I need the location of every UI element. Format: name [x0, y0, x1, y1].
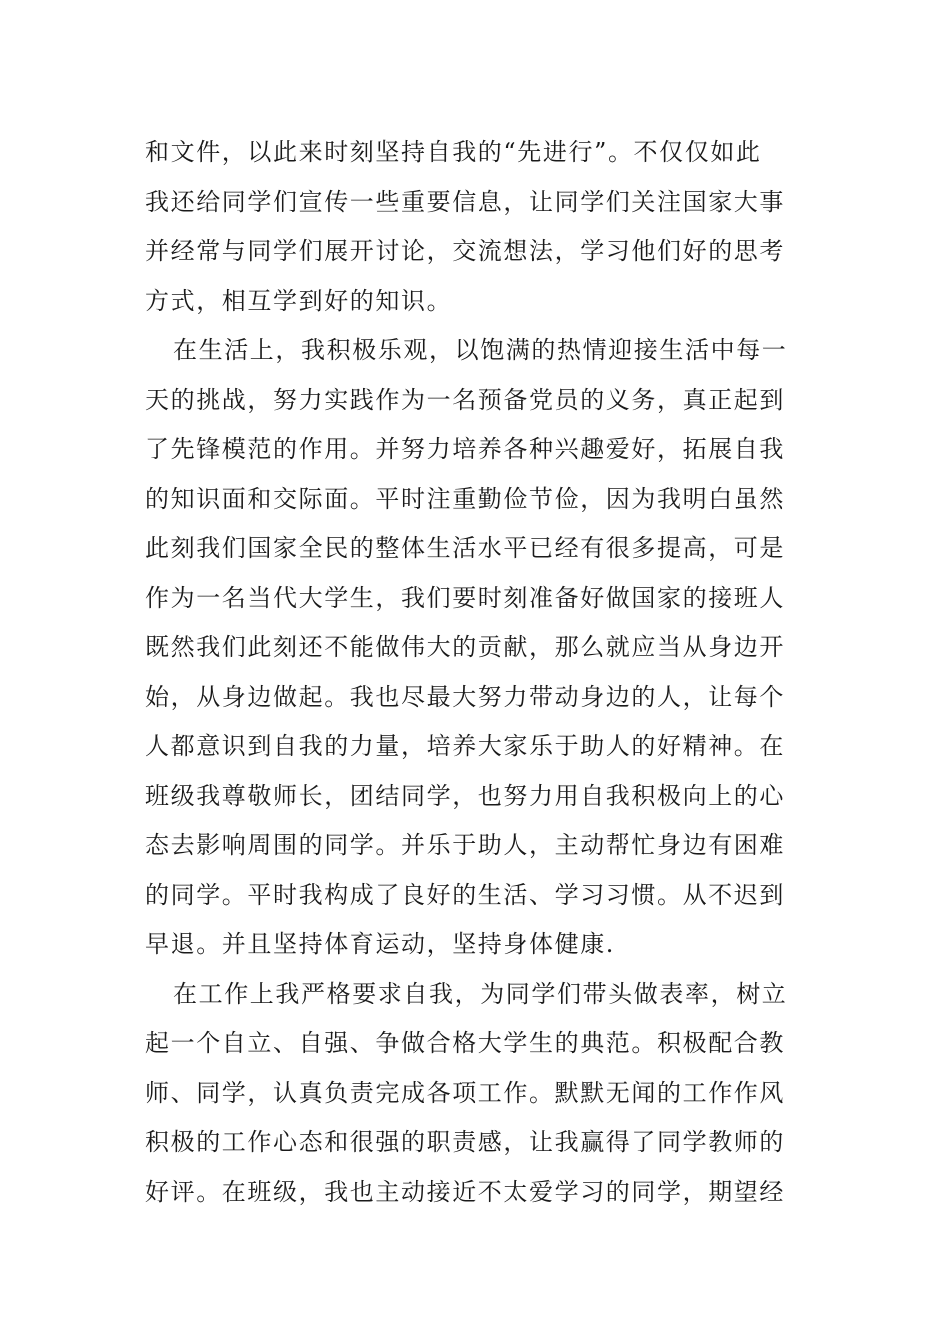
text-line: 的知识面和交际面。平时注重勤俭节俭，因为我明白虽然 [145, 484, 785, 513]
text-line: 了先锋模范的作用。并努力培养各种兴趣爱好，拓展自我 [145, 435, 785, 463]
document-body [145, 128, 810, 1217]
text-line: 作为一名当代大学生，我们要时刻准备好做国家的接班人 [145, 583, 785, 612]
text-line: 既然我们此刻还不能做伟大的贡献，那么就应当从身边开 [145, 633, 785, 661]
paragraph-2 [145, 326, 810, 970]
text-line: 的同学。平时我构成了良好的生活、学习习惯。从不迟到 [145, 880, 785, 909]
text-line: 态去影响周围的同学。并乐于助人，主动帮忙身边有困难 [145, 831, 785, 859]
text-line: 方式，相互学到好的知识。 [145, 286, 453, 315]
text-line: 并经常与同学们展开讨论，交流想法，学习他们好的思考 [145, 237, 785, 265]
text-line: 班级我尊敬师长，团结同学，也努力用自我积极向上的心 [145, 781, 785, 810]
text-line: 和文件，以此来时刻坚持自我的“先进行”。不仅仅如此 [145, 138, 762, 166]
text-line: 天的挑战，努力实践作为一名预备党员的义务，真正起到 [145, 385, 785, 414]
text-line: 我还给同学们宣传一些重要信息，让同学们关注国家大事 [145, 187, 785, 216]
text-line: 此刻我们国家全民的整体生活水平已经有很多提高，可是 [145, 534, 785, 562]
text-line: 起一个自立、自强、争做合格大学生的典范。积极配合教 [145, 1029, 785, 1057]
text-line: 积极的工作心态和很强的职责感，让我赢得了同学教师的 [145, 1128, 785, 1156]
text-line: 在工作上我严格要求自我，为同学们带头做表率，树立 [173, 979, 788, 1008]
text-line: 始，从身边做起。我也尽最大努力带动身边的人，让每个 [145, 682, 785, 711]
text-line: 在生活上，我积极乐观，以饱满的热情迎接生活中每一 [173, 336, 788, 364]
paragraph-3 [145, 970, 810, 1218]
text-line: 早退。并且坚持体育运动，坚持身体健康. [145, 930, 616, 958]
paragraph-1 [145, 128, 810, 326]
text-line: 好评。在班级，我也主动接近不太爱学习的同学，期望经 [145, 1177, 785, 1206]
text-line: 师、同学，认真负责完成各项工作。默默无闻的工作作风 [145, 1078, 785, 1107]
text-line: 人都意识到自我的力量，培养大家乐于助人的好精神。在 [145, 732, 785, 760]
